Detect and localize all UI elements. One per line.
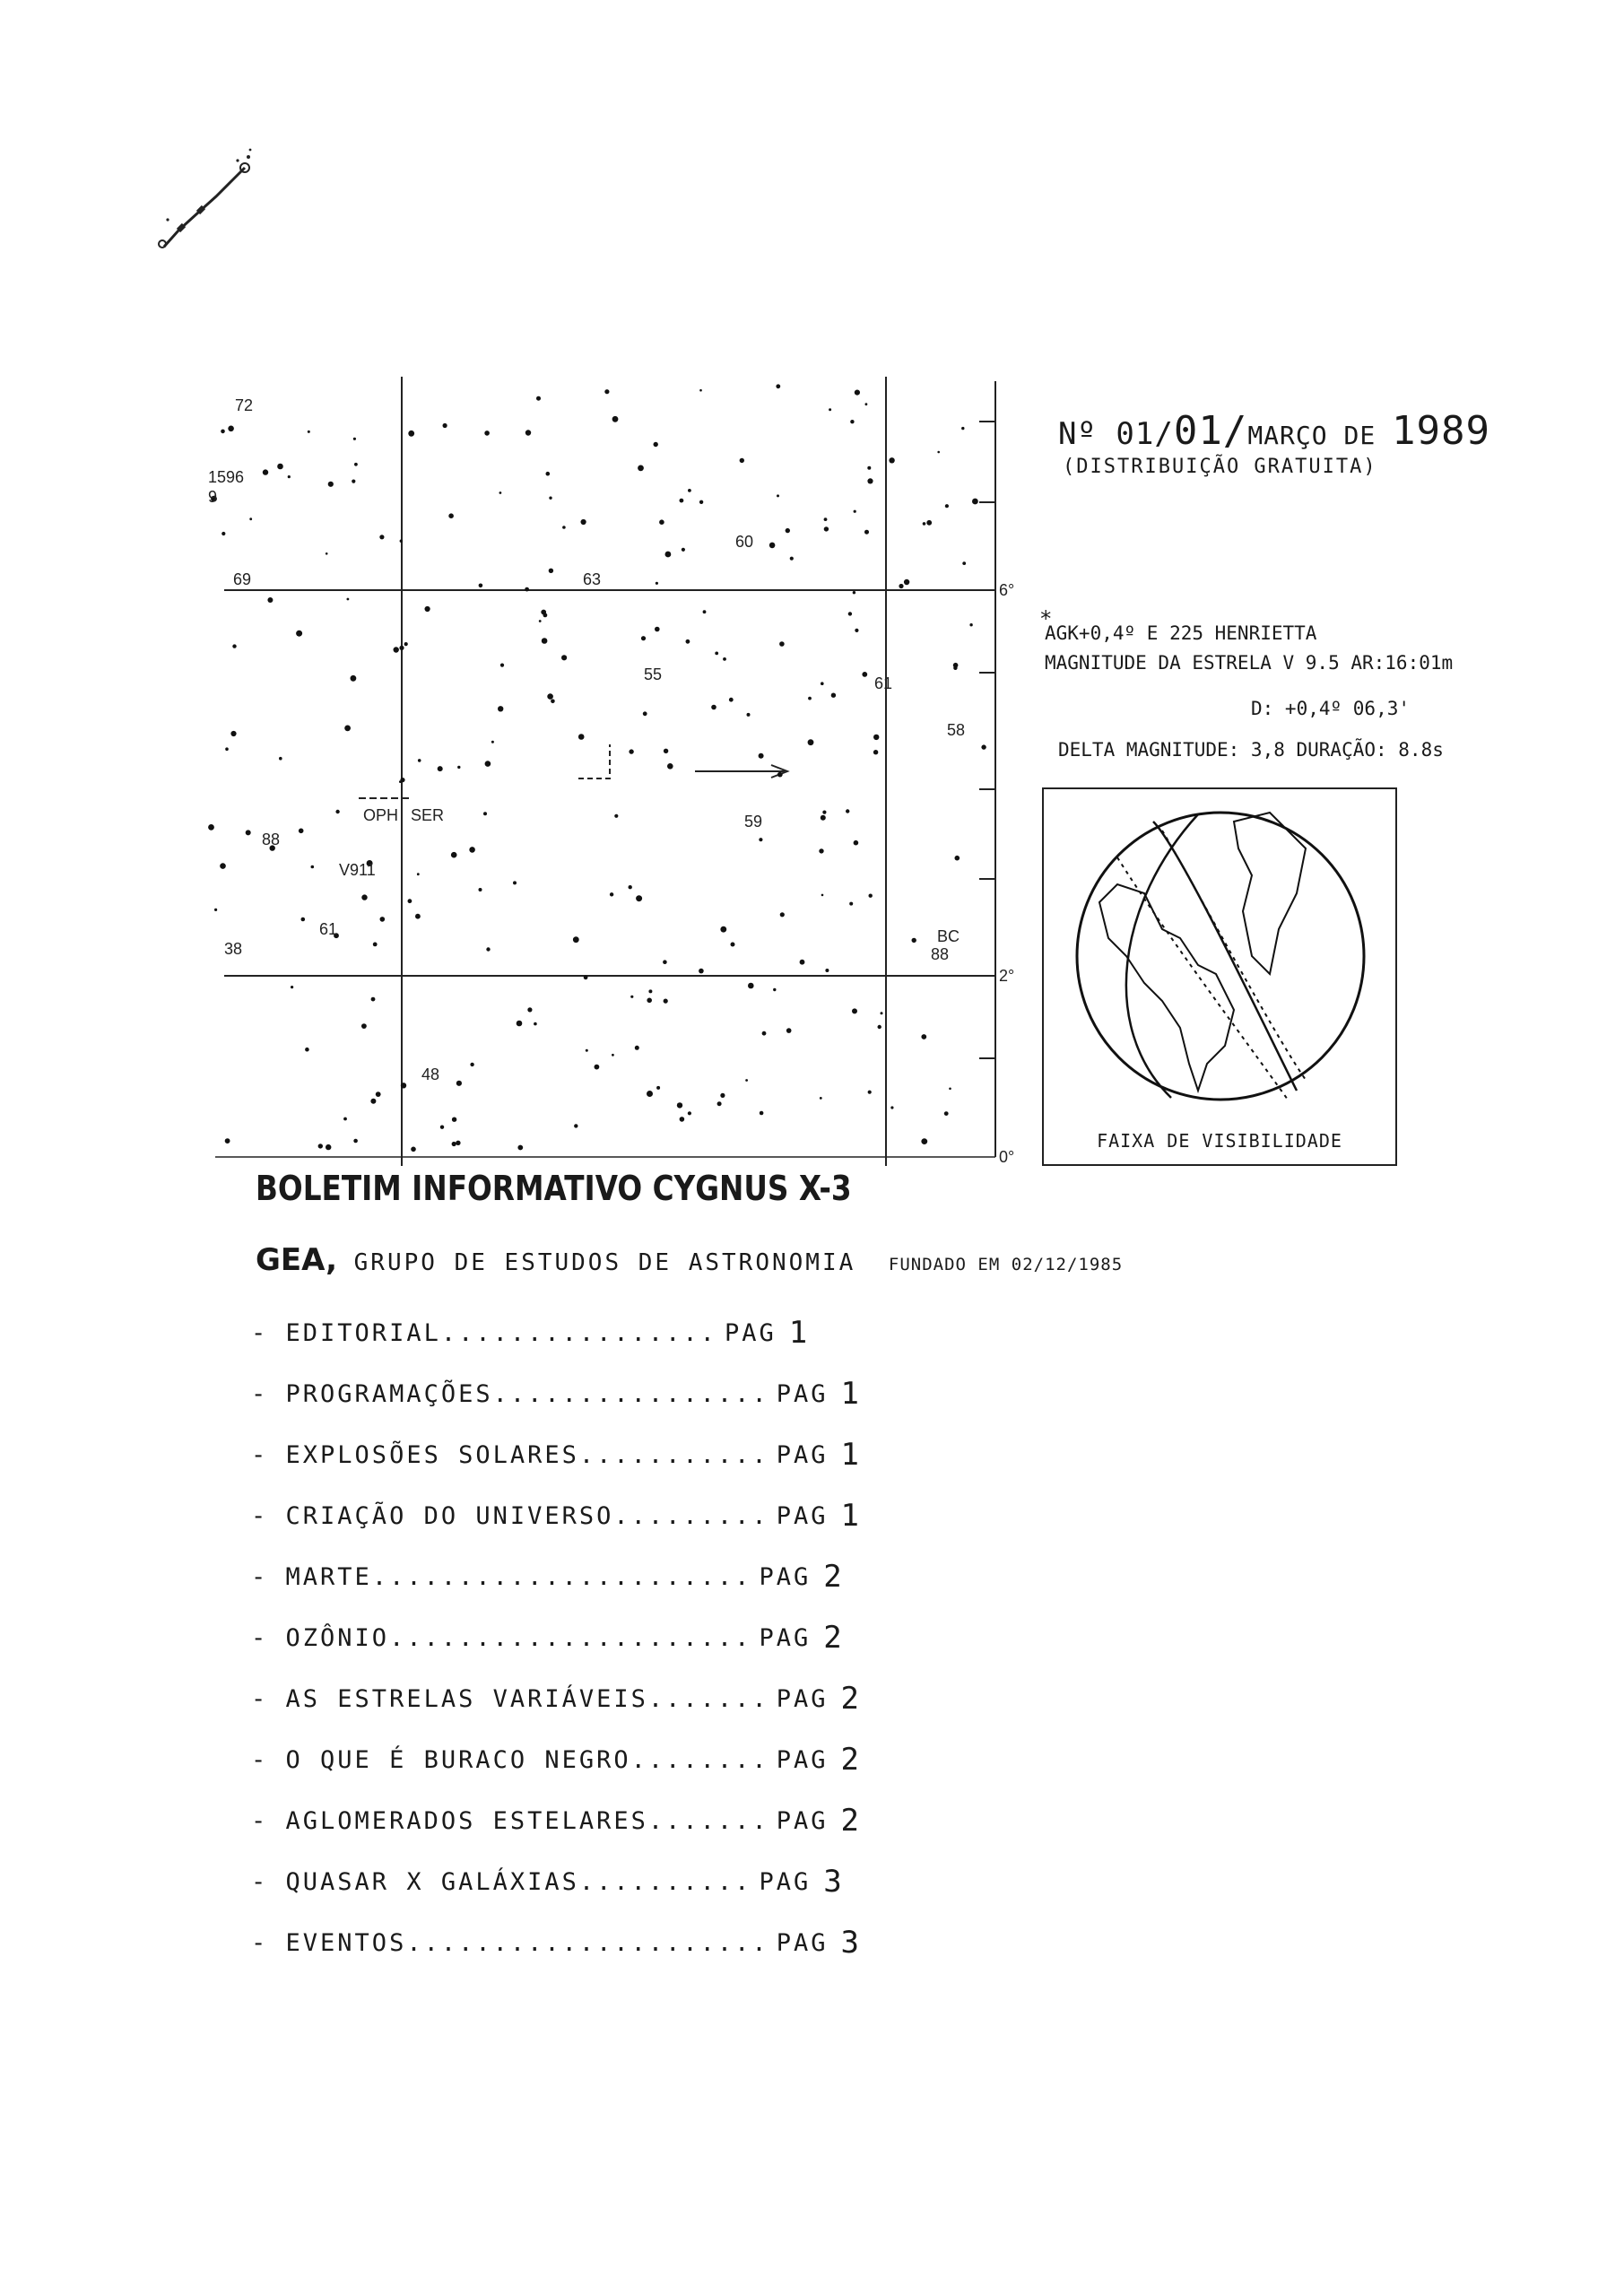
star-dot xyxy=(820,1097,822,1100)
star-dot xyxy=(821,815,826,821)
star-dot xyxy=(452,1142,456,1146)
star-dot xyxy=(549,569,553,573)
star-dot xyxy=(655,627,660,632)
star-dot xyxy=(855,390,860,396)
map-label: BC xyxy=(937,927,960,945)
star-dot xyxy=(456,1081,462,1086)
star-dot xyxy=(371,997,376,1002)
star-dot xyxy=(760,1111,764,1116)
star-dot xyxy=(343,1118,347,1121)
star-dot xyxy=(769,543,776,549)
organization-name: GRUPO DE ESTUDOS DE ASTRONOMIA xyxy=(353,1249,856,1276)
star-dot xyxy=(912,938,916,943)
star-dot xyxy=(779,641,785,647)
star-dot xyxy=(513,881,517,884)
star-dot xyxy=(969,623,972,626)
star-dot xyxy=(443,423,447,428)
star-dot xyxy=(808,739,814,745)
star-dot xyxy=(485,761,491,767)
star-dot xyxy=(680,499,684,503)
delta-magnitude: DELTA MAGNITUDE: 3,8 DURAÇÃO: 8.8s xyxy=(1058,739,1444,761)
star-dot xyxy=(899,584,903,588)
star-dot xyxy=(373,943,378,947)
star-dot xyxy=(890,1106,893,1109)
star-dot xyxy=(776,384,780,388)
star-dot xyxy=(819,848,823,853)
star-dot xyxy=(720,1093,725,1098)
star-dot xyxy=(921,1138,927,1144)
star-dot xyxy=(470,1063,473,1066)
toc-item-aglomerados-estelares[interactable]: - AGLOMERADOS ESTELARES ....... PAG 2 xyxy=(251,1803,862,1839)
star-dot xyxy=(438,766,443,771)
star-dot xyxy=(829,408,831,411)
star-dot xyxy=(440,1126,444,1129)
star-dot xyxy=(867,466,871,470)
star-dot xyxy=(747,713,751,717)
star-dot xyxy=(762,1031,767,1036)
star-dot xyxy=(578,734,585,740)
toc-item-criacao-do-universo[interactable]: - CRIAÇÃO DO UNIVERSO ......... PAG 1 xyxy=(251,1498,862,1534)
star-dot xyxy=(452,1118,456,1122)
star-dot xyxy=(291,986,293,988)
star-dot xyxy=(667,763,673,770)
map-label: OPH xyxy=(363,806,399,824)
star-dot xyxy=(246,830,251,835)
star-dot xyxy=(780,912,785,917)
star-dot xyxy=(232,644,236,648)
star-declination: D: +0,4º 06,3' xyxy=(1251,698,1411,719)
star-dot xyxy=(401,1083,406,1088)
star-dot xyxy=(225,1138,230,1144)
star-dot xyxy=(411,1147,416,1152)
bulletin-title: BOLETIM INFORMATIVO CYGNUS X-3 xyxy=(256,1169,852,1208)
star-dot xyxy=(220,863,226,869)
star-dot xyxy=(525,430,531,435)
star-dot xyxy=(612,416,619,422)
star-dot xyxy=(376,1091,381,1097)
star-dot xyxy=(759,753,764,759)
star-dot xyxy=(630,996,633,998)
star-dot xyxy=(394,647,399,652)
star-dot xyxy=(221,532,225,535)
star-dot xyxy=(808,697,812,700)
star-dot xyxy=(699,969,704,974)
star-dot xyxy=(944,1111,949,1116)
organization-abbr: GEA, xyxy=(256,1242,337,1278)
star-dot xyxy=(723,657,726,661)
star-dot xyxy=(825,969,829,972)
star-dot xyxy=(230,731,236,736)
star-dot xyxy=(664,999,668,1004)
star-dot xyxy=(849,902,853,906)
star-dot xyxy=(865,403,868,405)
star-dot xyxy=(299,829,304,834)
star-dot xyxy=(491,741,494,744)
star-dot xyxy=(656,1086,660,1090)
star-magnitude: MAGNITUDE DA ESTRELA V 9.5 AR:16:01m xyxy=(1045,652,1454,674)
toc-item-ozonio[interactable]: - OZÔNIO ..................... PAG 2 xyxy=(251,1620,845,1656)
star-dot xyxy=(699,500,703,504)
star-dot xyxy=(517,1021,523,1027)
star-dot xyxy=(873,735,879,740)
star-dot xyxy=(664,749,668,753)
star-dot xyxy=(354,463,358,466)
star-dot xyxy=(740,458,744,463)
star-dot xyxy=(221,430,225,434)
star-dot xyxy=(296,631,302,637)
star-dot xyxy=(361,1023,367,1029)
star-dot xyxy=(869,894,873,898)
star-dot xyxy=(773,988,776,991)
star-dot xyxy=(326,552,328,555)
star-dot xyxy=(483,812,487,815)
organization-line xyxy=(256,1242,1123,1278)
map-label: V911 xyxy=(339,861,376,879)
star-dot xyxy=(370,1099,376,1104)
star-dot xyxy=(731,943,735,947)
star-dot xyxy=(848,612,852,615)
map-label: 1596 xyxy=(208,468,245,486)
star-dot xyxy=(854,840,859,846)
star-dot xyxy=(790,557,794,561)
star-dot xyxy=(748,983,754,989)
star-dot xyxy=(279,757,282,761)
star-dot xyxy=(759,838,762,841)
star-dot xyxy=(288,475,291,478)
star-dot xyxy=(404,642,408,646)
star-dot xyxy=(214,909,217,911)
star-dot xyxy=(720,926,726,933)
star-dot xyxy=(717,1101,722,1106)
star-dot xyxy=(277,464,283,470)
map-label: 63 xyxy=(583,570,602,588)
star-dot xyxy=(408,899,413,903)
map-label: 72 xyxy=(235,396,254,414)
star-dot xyxy=(777,772,783,778)
star-dot xyxy=(854,510,856,513)
star-dot xyxy=(889,457,894,463)
star-dot xyxy=(225,747,229,751)
star-dot xyxy=(680,1117,685,1122)
star-dot xyxy=(353,438,356,440)
map-label: 48 xyxy=(421,1065,440,1083)
star-dot xyxy=(654,442,658,447)
star-dot xyxy=(347,598,350,601)
toc-item-marte[interactable]: - MARTE ...................... PAG 2 xyxy=(251,1559,845,1595)
star-dot xyxy=(659,519,664,525)
star-dot xyxy=(547,693,553,700)
star-dot xyxy=(574,1124,578,1127)
star-dot xyxy=(498,706,503,711)
star-dot xyxy=(953,666,957,670)
star-dot xyxy=(499,491,502,494)
star-dot xyxy=(682,548,685,552)
star-dot xyxy=(486,947,490,951)
star-dot xyxy=(824,517,828,521)
star-dot xyxy=(228,426,234,432)
star-dot xyxy=(614,814,618,818)
star-dot xyxy=(425,606,430,612)
star-dot xyxy=(561,655,567,660)
star-dot xyxy=(301,918,306,922)
star-dot xyxy=(629,749,633,753)
distribution-note: (DISTRIBUIÇÃO GRATUITA) xyxy=(1063,456,1377,478)
star-dot xyxy=(457,766,460,769)
star-dot xyxy=(418,759,421,762)
star-dot xyxy=(786,528,790,533)
map-label: 61 xyxy=(874,674,893,692)
star-dot xyxy=(479,888,482,891)
star-dot xyxy=(610,892,613,896)
star-dot xyxy=(821,894,824,897)
star-dot xyxy=(923,522,926,526)
star-dot xyxy=(853,591,855,594)
star-dot xyxy=(643,711,647,716)
star-dot xyxy=(326,1144,331,1150)
map-label: 88 xyxy=(931,945,950,963)
star-dot xyxy=(786,1028,792,1033)
star-dot xyxy=(821,682,824,685)
star-dot xyxy=(581,519,586,525)
star-dot xyxy=(873,750,878,754)
star-dot xyxy=(562,526,566,529)
star-dot xyxy=(745,1079,748,1082)
star-dot xyxy=(400,540,403,543)
star-dot xyxy=(249,517,252,520)
map-label: 69 xyxy=(233,570,252,588)
star-dot xyxy=(686,639,690,644)
star-dot xyxy=(408,430,414,437)
star-designation: AGK+0,4º E 225 HENRIETTA xyxy=(1045,622,1317,644)
founded-date: FUNDADO EM 02/12/1985 xyxy=(888,1255,1124,1274)
star-dot xyxy=(961,427,964,430)
star-dot xyxy=(715,652,718,656)
star-dot xyxy=(539,620,542,622)
star-dot xyxy=(527,1007,532,1012)
star-dot xyxy=(517,1145,523,1151)
map-label: 61 xyxy=(319,920,338,938)
star-dot xyxy=(688,489,691,492)
toc-item-eventos[interactable]: - EVENTOS ..................... PAG 3 xyxy=(251,1925,862,1961)
star-dot xyxy=(647,1091,653,1097)
star-dot xyxy=(638,465,644,472)
star-dot xyxy=(451,852,457,858)
star-dot xyxy=(688,1111,691,1115)
star-dot xyxy=(267,597,273,603)
star-dot xyxy=(328,482,334,487)
toc-item-programacoes[interactable]: - PROGRAMAÇÕES ................ PAG 1 xyxy=(251,1376,862,1412)
star-dot xyxy=(636,895,642,901)
star-dot xyxy=(981,744,986,749)
star-dot xyxy=(584,975,588,979)
star-dot xyxy=(777,494,779,497)
star-dot xyxy=(484,430,490,436)
map-label: 55 xyxy=(644,665,663,683)
star-dot xyxy=(846,809,849,813)
star-dot xyxy=(469,847,475,853)
star-dot xyxy=(352,480,355,483)
star-dot xyxy=(881,1012,883,1014)
star-map-labels xyxy=(208,396,1014,1166)
toc-item-quasar-galaxias[interactable]: - QUASAR X GALÁXIAS .......... PAG 3 xyxy=(251,1864,845,1900)
star-dot xyxy=(867,478,873,483)
star-dot xyxy=(541,610,546,615)
map-label: 38 xyxy=(224,940,243,958)
map-label: 0° xyxy=(999,1148,1015,1166)
star-dot xyxy=(551,700,555,704)
issue-number: Nº 01/01/MARÇO DE 1989 xyxy=(1058,408,1490,454)
star-dot xyxy=(921,1034,926,1039)
map-label: 2° xyxy=(999,967,1015,985)
map-label: SER xyxy=(411,806,445,824)
star-dot xyxy=(335,810,339,813)
star-dot xyxy=(926,520,932,526)
star-dot xyxy=(586,1049,588,1052)
star-dot xyxy=(864,530,869,535)
star-dot xyxy=(955,856,960,861)
star-dot xyxy=(824,526,829,531)
star-dot xyxy=(353,1139,358,1144)
star-dot xyxy=(361,894,367,900)
star-dot xyxy=(904,579,909,585)
toc-item-estrelas-variaveis[interactable]: - AS ESTRELAS VARIÁVEIS ....... PAG 2 xyxy=(251,1681,862,1717)
star-dot xyxy=(400,778,404,782)
star-dot xyxy=(311,865,315,869)
asterisk-icon: * xyxy=(1039,606,1053,631)
star-dot xyxy=(656,582,658,585)
star-dot xyxy=(949,1088,951,1091)
star-dot xyxy=(629,885,632,889)
star-dot xyxy=(699,389,702,392)
star-dot xyxy=(351,675,357,682)
star-dot xyxy=(852,1008,857,1013)
star-dot xyxy=(648,989,652,993)
map-label: 9 xyxy=(208,488,218,506)
table-of-contents xyxy=(251,1302,861,1973)
star-dot xyxy=(962,561,966,565)
star-dot xyxy=(380,917,386,922)
map-label: 59 xyxy=(744,813,763,831)
star-dot xyxy=(456,1141,460,1145)
star-dot xyxy=(800,960,805,965)
star-dot xyxy=(344,726,351,732)
star-dot xyxy=(937,451,940,454)
star-info xyxy=(1039,606,1454,678)
map-label: 88 xyxy=(262,831,281,848)
star-dot xyxy=(822,811,826,814)
star-dot xyxy=(663,960,667,964)
star-dot xyxy=(549,497,551,500)
star-dot xyxy=(665,552,672,558)
star-dot xyxy=(855,629,858,632)
star-dot xyxy=(448,513,454,518)
star-dot xyxy=(525,587,529,592)
star-dot xyxy=(868,1091,872,1094)
star-dot xyxy=(595,1065,600,1070)
star-dot xyxy=(641,636,646,640)
star-dot xyxy=(415,914,421,919)
star-map xyxy=(206,377,1015,1166)
star-dot xyxy=(534,1022,537,1026)
star-dot xyxy=(573,936,579,943)
star-dot xyxy=(647,998,652,1004)
star-dot xyxy=(417,873,420,875)
star-dot xyxy=(536,396,541,401)
map-label: 60 xyxy=(735,533,754,551)
star-dot xyxy=(711,705,716,710)
star-dot xyxy=(379,535,384,539)
star-dot xyxy=(635,1046,639,1050)
star-dot xyxy=(500,664,504,667)
star-dot xyxy=(945,504,949,508)
star-dot xyxy=(612,1054,614,1057)
star-dot xyxy=(862,672,867,677)
star-dot xyxy=(972,499,978,505)
toc-item-editorial[interactable]: - EDITORIAL ................ PAG 1 xyxy=(251,1315,811,1351)
star-dot xyxy=(703,610,707,613)
star-dot xyxy=(542,638,548,644)
star-dot xyxy=(479,584,483,588)
star-dot xyxy=(399,646,404,650)
star-dot xyxy=(878,1025,881,1029)
map-label: 6° xyxy=(999,581,1015,599)
star-dot xyxy=(850,420,854,423)
star-dot xyxy=(208,824,214,831)
star-dot xyxy=(305,1048,309,1052)
toc-item-buraco-negro[interactable]: - O QUE É BURACO NEGRO ........ PAG 2 xyxy=(251,1742,862,1778)
globe-icon xyxy=(1064,795,1377,1126)
star-dot xyxy=(729,698,734,702)
visibility-box xyxy=(1042,787,1397,1166)
star-dot xyxy=(308,430,310,433)
star-dot xyxy=(318,1144,323,1148)
toc-item-explosoes-solares[interactable]: - EXPLOSÕES SOLARES ........... PAG 1 xyxy=(251,1437,862,1473)
star-dot xyxy=(604,389,609,394)
map-label: 58 xyxy=(947,721,966,739)
star-dot xyxy=(677,1102,682,1108)
star-dot xyxy=(546,472,551,476)
comet-sketch xyxy=(157,148,256,251)
star-dot xyxy=(831,693,836,698)
visibility-caption: FAIXA DE VISIBILIDADE xyxy=(1097,1130,1342,1152)
star-dot xyxy=(263,469,268,474)
